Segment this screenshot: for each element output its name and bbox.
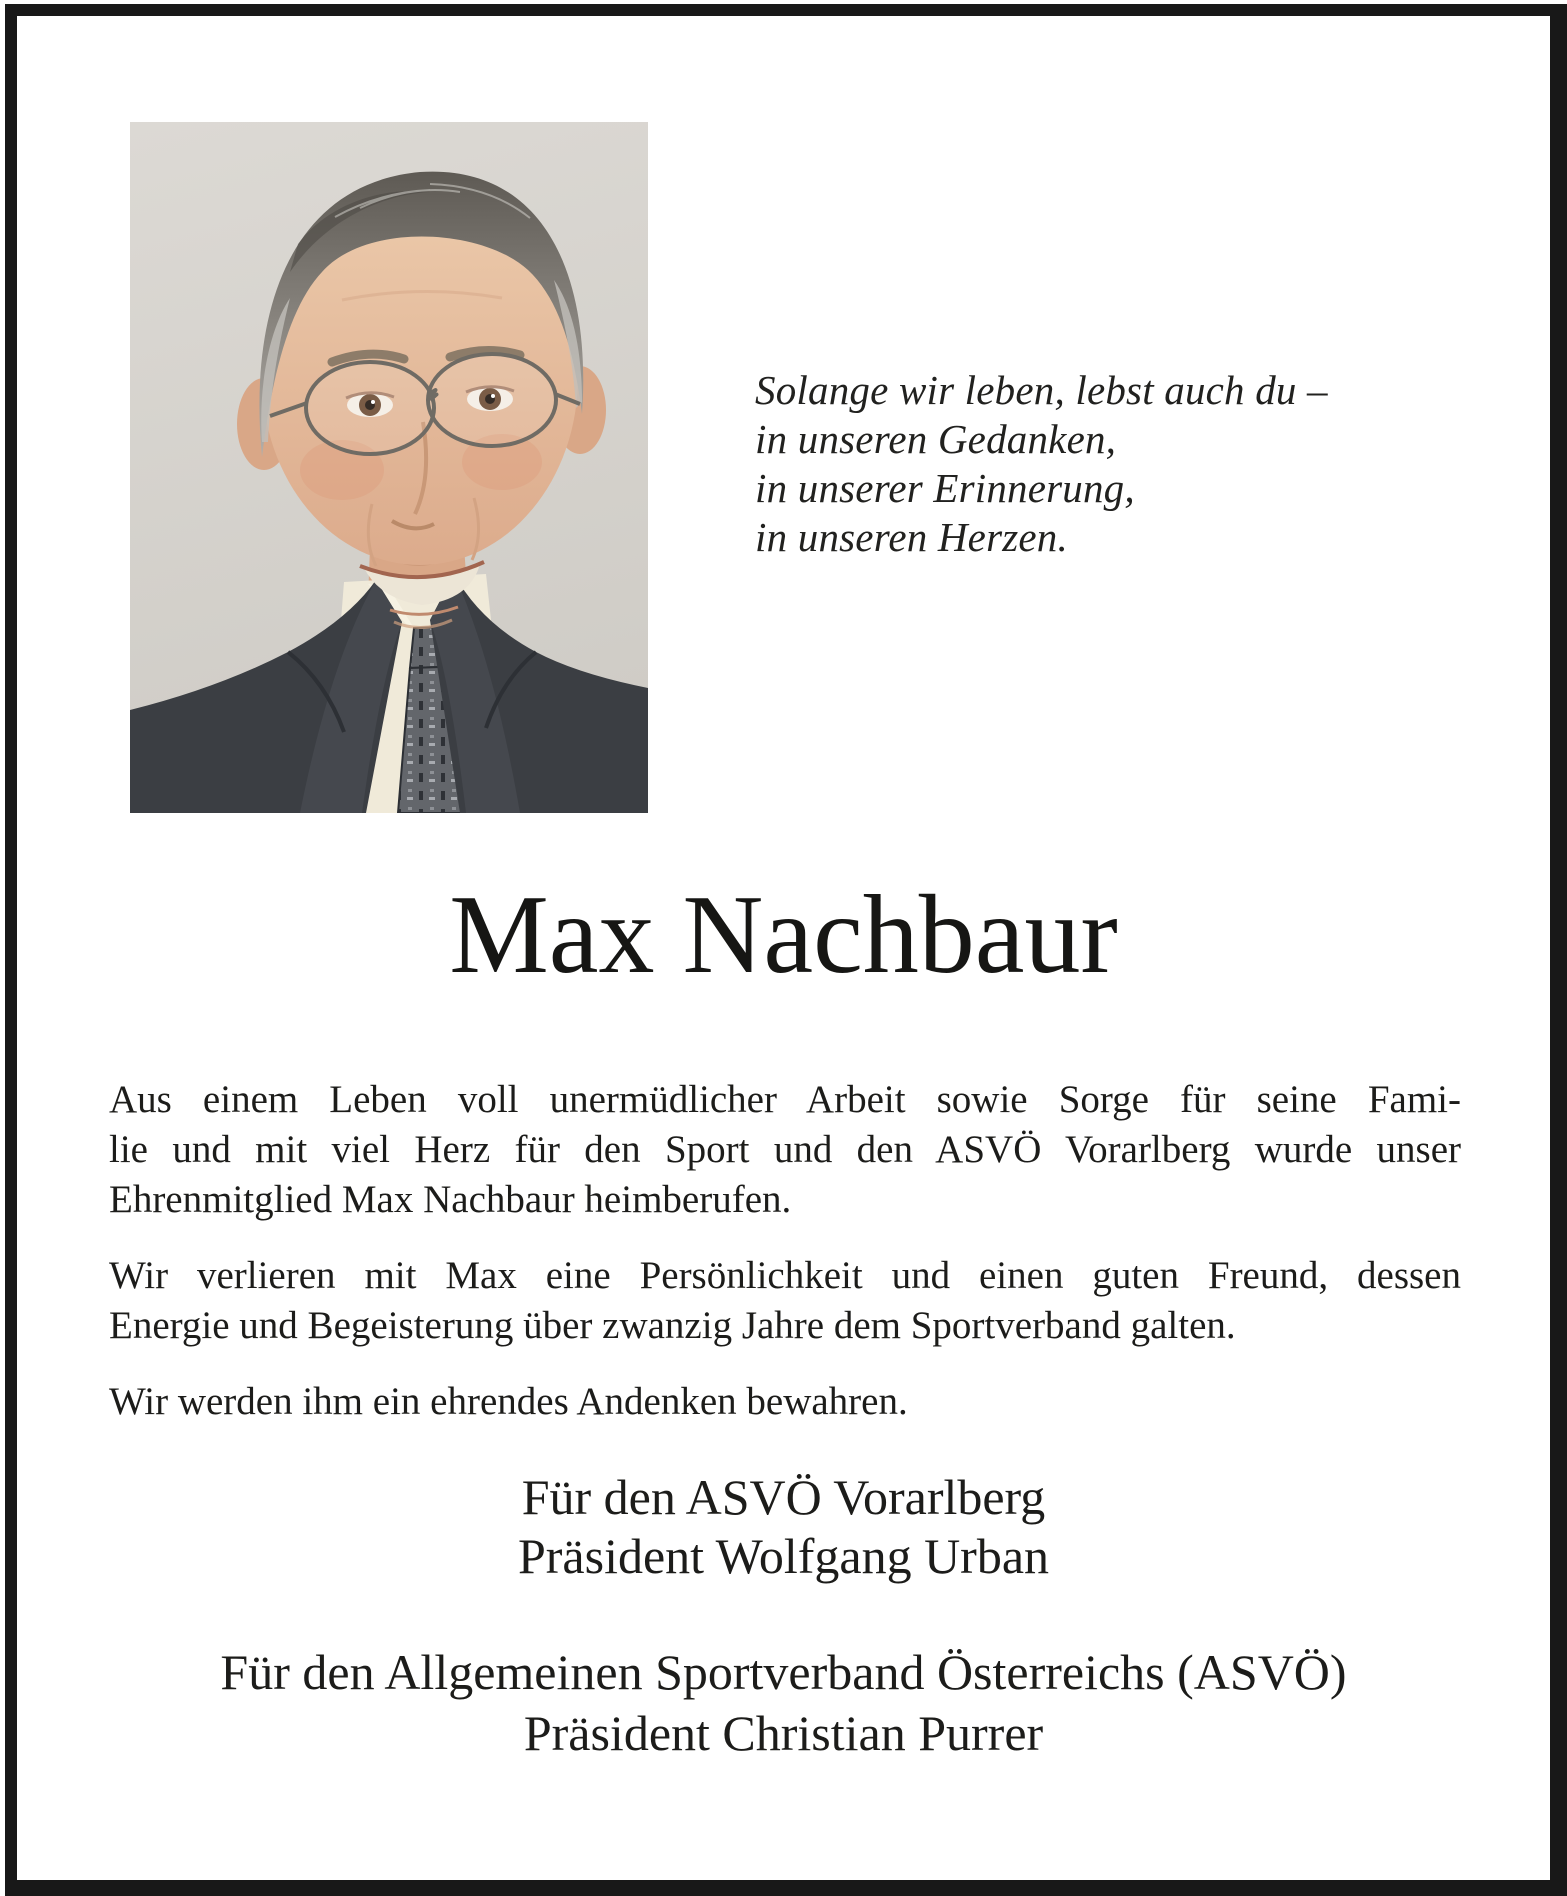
quote-line-4: in unseren Herzen. (755, 514, 1068, 560)
obituary-paragraph-3 (109, 1377, 1461, 1427)
portrait-photo (130, 122, 648, 813)
signature-asvoe-vorarlberg (0, 1468, 1567, 1586)
obituary-paragraph-2 (109, 1251, 1461, 1351)
quote-line-3: in unserer Erinnerung, (755, 465, 1135, 511)
memorial-quote (755, 366, 1328, 562)
paragraph-line: Wir verlieren mit Max eine Persönlichkeit und einen guten Freund, dessen (109, 1254, 1461, 1297)
signature-president: Präsident Wolfgang Urban (517, 1528, 1050, 1584)
quote-line-2: in unseren Gedanken, (755, 416, 1117, 462)
paragraph-line: lie und mit viel Herz für den Sport und den ASVÖ Vorarlberg wurde unser (109, 1128, 1461, 1171)
paragraph-line: Wir werden ihm ein ehrendes Andenken bewahren. (109, 1380, 908, 1423)
signature-organization: Für den ASVÖ Vorarlberg (521, 1469, 1046, 1525)
obituary-body (109, 1075, 1461, 1453)
obituary-paragraph-1 (109, 1075, 1461, 1225)
quote-line-1: Solange wir leben, lebst auch du – (755, 367, 1328, 413)
paragraph-line: Energie und Begeisterung über zwanzig Jahre dem Sportverband galten. (109, 1304, 1236, 1347)
paragraph-line: Ehrenmitglied Max Nachbaur heimberufen. (109, 1178, 792, 1221)
signature-president: Präsident Christian Purrer (523, 1705, 1044, 1761)
paragraph-line: Aus einem Leben voll unermüdlicher Arbeit sowie Sorge für seine Fami- (109, 1078, 1461, 1121)
signature-organization: Für den Allgemeinen Sportverband Österreichs (ASVÖ) (220, 1644, 1347, 1700)
deceased-name: Max Nachbaur (449, 873, 1118, 997)
signature-asvoe-oesterreich (0, 1642, 1567, 1764)
